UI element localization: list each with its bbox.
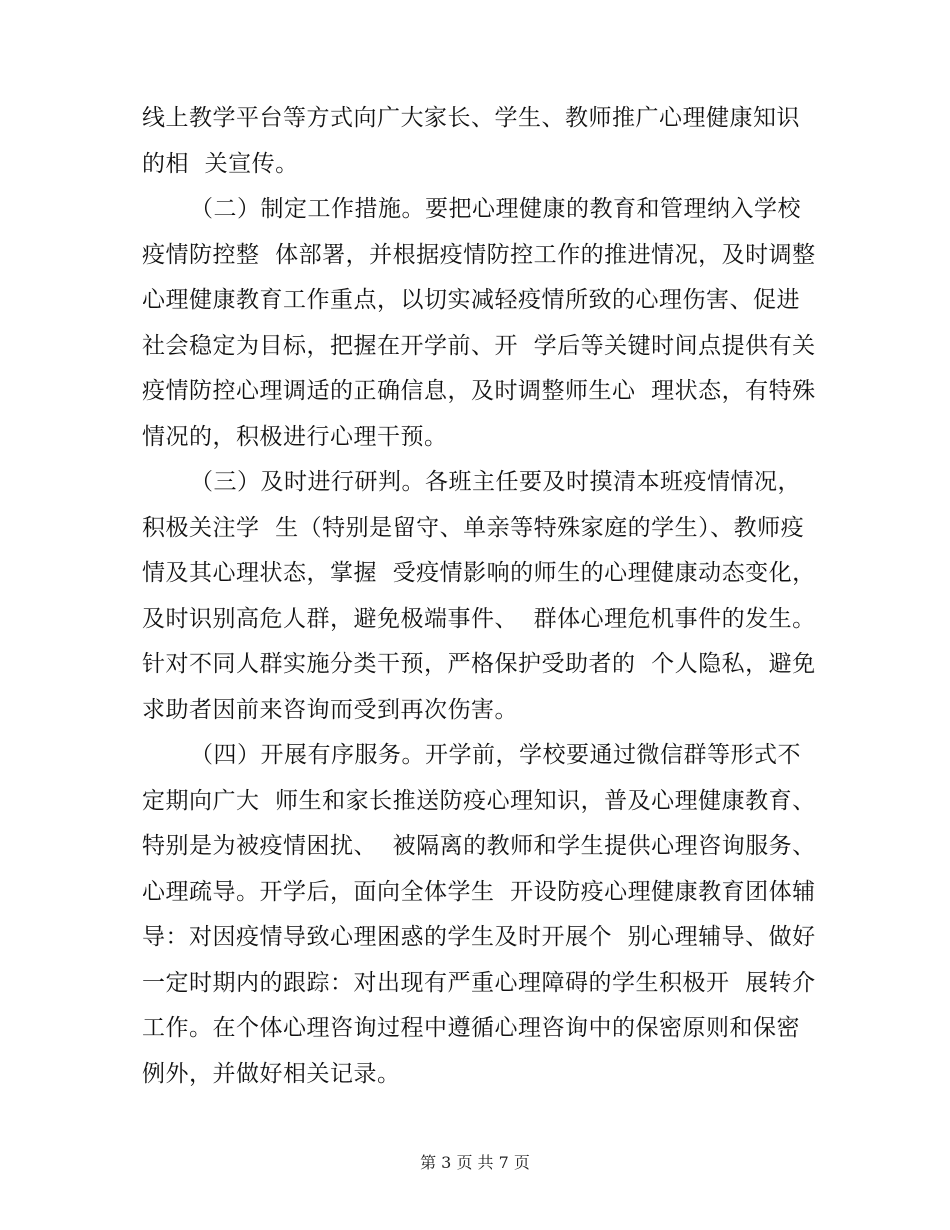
- text-line: 工作。在个体心理咨询过程中遵循心理咨询中的保密原则和保密: [142, 1015, 800, 1041]
- paragraph: [142, 460, 816, 733]
- text-line: 社会稳定为目标，把握在开学前、开 学后等关键时间点提供有关: [142, 332, 816, 359]
- text-line: 针对不同人群实施分类干预，严格保护受助者的 个人隐私，避免: [142, 651, 816, 677]
- paragraph: [142, 733, 816, 1097]
- text-line: 导：对因疫情导致心理困惑的学生及时开展个 别心理辅导、做好: [142, 924, 816, 950]
- text-line: 定期向广大 师生和家长推送防疫心理知识，普及心理健康教育、: [142, 787, 816, 814]
- text-line: 心理健康教育工作重点，以切实减轻疫情所致的心理伤害、促进: [142, 287, 800, 313]
- text-line: 特别是为被疫情困扰、 被隔离的教师和学生提供心理咨询服务、: [142, 833, 816, 859]
- text-line: 积极关注学 生（特别是留守、单亲等特殊家庭的学生）、教师疫: [142, 514, 805, 541]
- text-line: 一定时期内的跟踪：对出现有严重心理障碍的学生积极开 展转介: [142, 969, 816, 996]
- document-body: [142, 96, 816, 1097]
- text-line: 例外，并做好相关记录。: [142, 1060, 401, 1087]
- text-line: 情况的，积极进行心理干预。: [142, 423, 448, 450]
- text-line: 及时识别高危人群，避免极端事件、 群体心理危机事件的发生。: [142, 605, 816, 632]
- text-line: （三）及时进行研判。各班主任要及时摸清本班疫情情况，: [190, 469, 801, 495]
- text-line: 线上教学平台等方式向广大家长、学生、教师推广心理健康知识: [142, 105, 800, 131]
- text-line: 疫情防控心理调适的正确信息，及时调整师生心 理状态，有特殊: [142, 378, 816, 404]
- text-line: （四）开展有序服务。开学前，学校要通过微信群等形式不: [190, 742, 801, 768]
- paragraph: [142, 187, 816, 460]
- page-number: 第 3 页 共 7 页: [420, 1153, 530, 1172]
- text-line: 的相 关宣传。: [142, 150, 299, 177]
- text-line: 心理疏导。开学后，面向全体学生 开设防疫心理健康教育团体辅: [142, 878, 816, 905]
- text-line: 求助者因前来咨询而受到再次伤害。: [142, 696, 518, 723]
- text-line: 情及其心理状态，掌握 受疫情影响的师生的心理健康动态变化，: [142, 560, 816, 586]
- paragraph: [142, 96, 808, 187]
- text-line: 疫情防控整 体部署，并根据疫情防控工作的推进情况，及时调整: [142, 241, 816, 268]
- text-line: （二）制定工作措施。要把心理健康的教育和管理纳入学校: [190, 196, 801, 222]
